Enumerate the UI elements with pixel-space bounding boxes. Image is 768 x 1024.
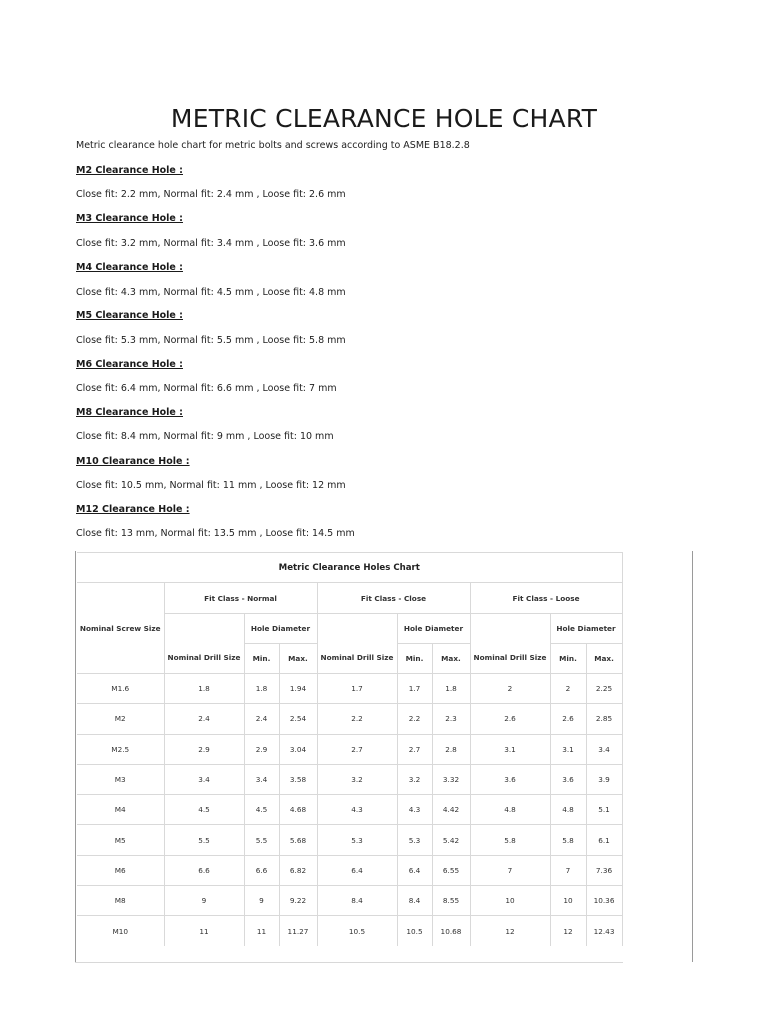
fit-class-normal-header: Fit Class - Normal (164, 583, 317, 614)
hole-heading-m5: M5 Clearance Hole : (76, 310, 183, 321)
clearance-holes-table (77, 552, 623, 946)
normal-min-cell: 9 (244, 886, 279, 916)
screw-size-cell: M5 (77, 825, 164, 855)
close-max-cell: 4.42 (432, 795, 470, 825)
close-drill-size-cell: 8.4 (317, 886, 397, 916)
table-row (77, 795, 622, 825)
normal-max-cell: 4.68 (279, 795, 317, 825)
loose-max-cell: 2.85 (586, 704, 622, 734)
close-drill-size-cell: 10.5 (317, 916, 397, 946)
table-row (77, 825, 622, 855)
table-caption: Metric Clearance Holes Chart (77, 553, 622, 583)
normal-min-cell: 1.8 (244, 674, 279, 704)
close-min-cell: 2.2 (397, 704, 432, 734)
screw-size-cell: M1.6 (77, 674, 164, 704)
close-min-header: Min. (397, 644, 432, 674)
table-panel-left-border (75, 551, 76, 962)
normal-max-cell: 5.68 (279, 825, 317, 855)
normal-min-cell: 2.9 (244, 734, 279, 764)
normal-drill-size-cell: 11 (164, 916, 244, 946)
normal-min-cell: 2.4 (244, 704, 279, 734)
hole-heading-m10: M10 Clearance Hole : (76, 456, 190, 467)
screw-size-cell: M6 (77, 855, 164, 885)
hole-fits-m8: Close fit: 8.4 mm, Normal fit: 9 mm , Loose fit: 10 mm (76, 431, 334, 442)
loose-max-cell: 5.1 (586, 795, 622, 825)
close-max-cell: 1.8 (432, 674, 470, 704)
loose-max-cell: 6.1 (586, 825, 622, 855)
close-min-cell: 8.4 (397, 886, 432, 916)
screw-size-cell: M2 (77, 704, 164, 734)
close-drill-size-cell: 4.3 (317, 795, 397, 825)
table-row (77, 674, 622, 704)
loose-min-cell: 12 (550, 916, 586, 946)
normal-max-cell: 3.58 (279, 764, 317, 794)
screw-size-cell: M8 (77, 886, 164, 916)
hole-fits-m12: Close fit: 13 mm, Normal fit: 13.5 mm , Loose fit: 14.5 mm (76, 528, 355, 539)
screw-size-cell: M2.5 (77, 734, 164, 764)
normal-hole-diameter-header: Hole Diameter (244, 614, 317, 644)
normal-drill-size-cell: 4.5 (164, 795, 244, 825)
loose-min-cell: 4.8 (550, 795, 586, 825)
loose-max-header: Max. (586, 644, 622, 674)
fit-class-loose-header: Fit Class - Loose (470, 583, 622, 614)
close-drill-size-cell: 1.7 (317, 674, 397, 704)
close-min-cell: 4.3 (397, 795, 432, 825)
normal-max-cell: 11.27 (279, 916, 317, 946)
loose-min-cell: 7 (550, 855, 586, 885)
loose-drill-size-cell: 12 (470, 916, 550, 946)
loose-min-header: Min. (550, 644, 586, 674)
normal-max-header: Max. (279, 644, 317, 674)
loose-min-cell: 2.6 (550, 704, 586, 734)
hole-heading-m8: M8 Clearance Hole : (76, 407, 183, 418)
normal-max-cell: 3.04 (279, 734, 317, 764)
table-row (77, 764, 622, 794)
close-max-cell: 10.68 (432, 916, 470, 946)
normal-min-cell: 4.5 (244, 795, 279, 825)
close-drill-size-cell: 2.7 (317, 734, 397, 764)
loose-max-cell: 3.4 (586, 734, 622, 764)
normal-min-cell: 11 (244, 916, 279, 946)
hole-fits-m5: Close fit: 5.3 mm, Normal fit: 5.5 mm , Loose fit: 5.8 mm (76, 335, 346, 346)
normal-max-cell: 9.22 (279, 886, 317, 916)
screw-size-cell: M4 (77, 795, 164, 825)
normal-min-cell: 6.6 (244, 855, 279, 885)
hole-fits-m2: Close fit: 2.2 mm, Normal fit: 2.4 mm , Loose fit: 2.6 mm (76, 189, 346, 200)
table-row (77, 855, 622, 885)
hole-fits-m4: Close fit: 4.3 mm, Normal fit: 4.5 mm , Loose fit: 4.8 mm (76, 287, 346, 298)
loose-drill-size-cell: 10 (470, 886, 550, 916)
close-max-cell: 5.42 (432, 825, 470, 855)
normal-min-cell: 3.4 (244, 764, 279, 794)
table-row (77, 734, 622, 764)
close-hole-diameter-header: Hole Diameter (397, 614, 470, 644)
normal-drill-size-cell: 2.9 (164, 734, 244, 764)
loose-max-cell: 2.25 (586, 674, 622, 704)
normal-drill-size-cell: 1.8 (164, 674, 244, 704)
table-panel-bottom-border (75, 962, 623, 963)
intro-text: Metric clearance hole chart for metric bolts and screws according to ASME B18.2.8 (76, 140, 470, 151)
close-min-cell: 3.2 (397, 764, 432, 794)
table-row (77, 886, 622, 916)
normal-drill-size-header: Nominal Drill Size (164, 614, 244, 674)
loose-drill-size-cell: 2.6 (470, 704, 550, 734)
normal-drill-size-cell: 5.5 (164, 825, 244, 855)
hole-heading-m6: M6 Clearance Hole : (76, 359, 183, 370)
close-min-cell: 10.5 (397, 916, 432, 946)
normal-min-cell: 5.5 (244, 825, 279, 855)
close-drill-size-cell: 2.2 (317, 704, 397, 734)
table-row (77, 704, 622, 734)
loose-max-cell: 3.9 (586, 764, 622, 794)
normal-max-cell: 2.54 (279, 704, 317, 734)
loose-min-cell: 10 (550, 886, 586, 916)
close-min-cell: 1.7 (397, 674, 432, 704)
loose-min-cell: 3.6 (550, 764, 586, 794)
normal-drill-size-cell: 2.4 (164, 704, 244, 734)
loose-min-cell: 5.8 (550, 825, 586, 855)
screw-size-cell: M3 (77, 764, 164, 794)
loose-drill-size-cell: 3.1 (470, 734, 550, 764)
normal-drill-size-cell: 6.6 (164, 855, 244, 885)
loose-hole-diameter-header: Hole Diameter (550, 614, 622, 644)
close-max-cell: 2.8 (432, 734, 470, 764)
close-min-cell: 2.7 (397, 734, 432, 764)
loose-drill-size-cell: 7 (470, 855, 550, 885)
close-max-cell: 3.32 (432, 764, 470, 794)
close-max-header: Max. (432, 644, 470, 674)
normal-max-cell: 6.82 (279, 855, 317, 885)
normal-max-cell: 1.94 (279, 674, 317, 704)
loose-drill-size-header: Nominal Drill Size (470, 614, 550, 674)
close-drill-size-cell: 5.3 (317, 825, 397, 855)
hole-heading-m3: M3 Clearance Hole : (76, 213, 183, 224)
close-drill-size-cell: 3.2 (317, 764, 397, 794)
close-max-cell: 6.55 (432, 855, 470, 885)
hole-fits-m10: Close fit: 10.5 mm, Normal fit: 11 mm , Loose fit: 12 mm (76, 480, 346, 491)
close-min-cell: 5.3 (397, 825, 432, 855)
loose-min-cell: 3.1 (550, 734, 586, 764)
hole-fits-m6: Close fit: 6.4 mm, Normal fit: 6.6 mm , Loose fit: 7 mm (76, 383, 337, 394)
loose-max-cell: 10.36 (586, 886, 622, 916)
loose-max-cell: 7.36 (586, 855, 622, 885)
loose-max-cell: 12.43 (586, 916, 622, 946)
loose-drill-size-cell: 2 (470, 674, 550, 704)
table-panel-right-border (692, 551, 693, 962)
hole-heading-m4: M4 Clearance Hole : (76, 262, 183, 273)
hole-heading-m2: M2 Clearance Hole : (76, 165, 183, 176)
close-max-cell: 8.55 (432, 886, 470, 916)
close-max-cell: 2.3 (432, 704, 470, 734)
loose-drill-size-cell: 4.8 (470, 795, 550, 825)
screw-size-cell: M10 (77, 916, 164, 946)
table-row (77, 916, 622, 946)
page-title: METRIC CLEARANCE HOLE CHART (170, 104, 598, 133)
nominal-screw-size-header: Nominal Screw Size (77, 583, 164, 674)
loose-drill-size-cell: 3.6 (470, 764, 550, 794)
normal-min-header: Min. (244, 644, 279, 674)
hole-fits-m3: Close fit: 3.2 mm, Normal fit: 3.4 mm , Loose fit: 3.6 mm (76, 238, 346, 249)
loose-min-cell: 2 (550, 674, 586, 704)
close-drill-size-cell: 6.4 (317, 855, 397, 885)
hole-heading-m12: M12 Clearance Hole : (76, 504, 190, 515)
loose-drill-size-cell: 5.8 (470, 825, 550, 855)
normal-drill-size-cell: 3.4 (164, 764, 244, 794)
close-min-cell: 6.4 (397, 855, 432, 885)
close-drill-size-header: Nominal Drill Size (317, 614, 397, 674)
normal-drill-size-cell: 9 (164, 886, 244, 916)
fit-class-close-header: Fit Class - Close (317, 583, 470, 614)
